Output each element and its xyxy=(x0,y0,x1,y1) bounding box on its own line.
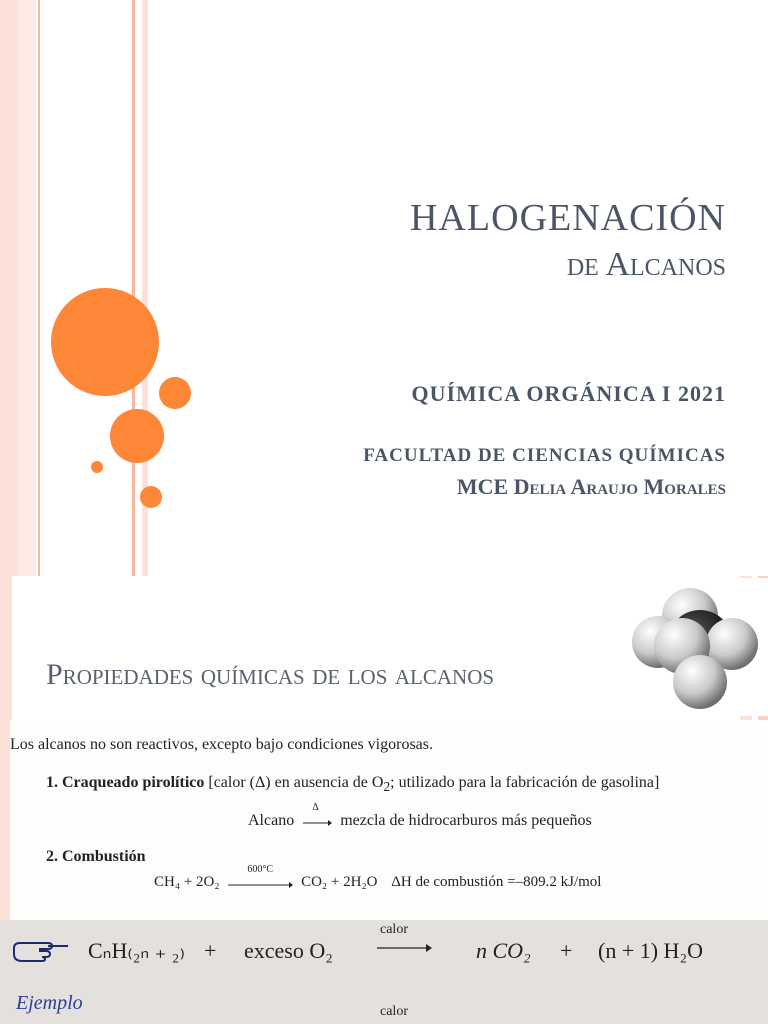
reaction-1 xyxy=(248,802,592,830)
item-desc-a: [calor (Δ) en ausencia de O xyxy=(208,774,384,791)
slide-subtitle: de Alcanos xyxy=(566,246,726,283)
decor-strip-left-2 xyxy=(18,0,36,576)
pointing-hand-icon xyxy=(12,940,70,962)
decor-circle-small xyxy=(159,377,191,409)
reaction-arrow xyxy=(302,802,332,830)
arrow-right-icon xyxy=(376,942,432,954)
decor-line-2 xyxy=(132,0,135,576)
slide-title: HALOGENACIÓN xyxy=(410,197,726,239)
item-title: Combustión xyxy=(62,848,146,865)
decor-circle-tiny xyxy=(91,461,103,473)
plus-sign: + xyxy=(560,938,573,963)
decor-circle-small-2 xyxy=(140,486,162,508)
item-number: 2. xyxy=(46,848,58,865)
plus-sign: + xyxy=(204,938,217,963)
arrow-label: calor xyxy=(380,922,408,937)
item-number: 1. xyxy=(46,774,58,791)
reaction-product: mezcla de hidrocarburos más pequeños xyxy=(340,812,592,829)
slide-title: Propiedades químicas de los alcanos xyxy=(46,658,495,691)
author-name: MCE Delia Araujo Morales xyxy=(456,474,726,499)
reaction-reactant: CH₄ + 2O₂ xyxy=(154,874,220,890)
item-desc-b: ; utilizado para la fabricación de gasolina] xyxy=(390,774,660,791)
intro-text: Los alcanos no son reactivos, excepto bajo condiciones vigorosas. xyxy=(10,736,433,753)
list-item-1 xyxy=(46,774,659,795)
product-carbon-dioxide: n CO₂ xyxy=(476,938,531,963)
list-item-2 xyxy=(46,848,146,866)
scanned-text-block xyxy=(10,720,768,920)
general-reactant: CₙH₍₂ₙ ₊ ₂₎ xyxy=(88,938,185,963)
reaction-product: CO₂ + 2H₂O xyxy=(301,874,378,890)
arrow-label: 600°C xyxy=(247,864,274,875)
example-label: Ejemplo xyxy=(16,992,83,1014)
course-name: QUÍMICA ORGÁNICA I 2021 xyxy=(411,381,726,406)
item-title: Craqueado pirolítico xyxy=(62,774,205,791)
decor-circle-medium xyxy=(110,409,164,463)
reaction-arrow xyxy=(227,864,293,891)
decor-strip-left xyxy=(0,0,18,576)
item-desc-sub: 2 xyxy=(383,779,391,795)
product-water: (n + 1) H₂O xyxy=(598,938,704,963)
arrow-right-icon xyxy=(227,876,293,890)
content-slide xyxy=(0,576,768,1024)
reaction-reactant: Alcano xyxy=(248,812,295,829)
arrow-right-icon xyxy=(302,814,332,828)
excess-oxygen: exceso O₂ xyxy=(244,938,333,963)
decor-line-1 xyxy=(38,0,40,576)
methane-molecule-image xyxy=(628,578,768,716)
general-equation-panel xyxy=(0,920,768,1024)
arrow-label: calor xyxy=(380,1004,408,1019)
reaction-2 xyxy=(154,864,602,891)
enthalpy-text: ΔH de combustión =–809.2 kJ/mol xyxy=(391,874,602,890)
faculty-name: FACULTAD DE CIENCIAS QUÍMICAS xyxy=(363,445,726,466)
decor-circle-large xyxy=(51,288,159,396)
arrow-label: Δ xyxy=(312,802,319,813)
